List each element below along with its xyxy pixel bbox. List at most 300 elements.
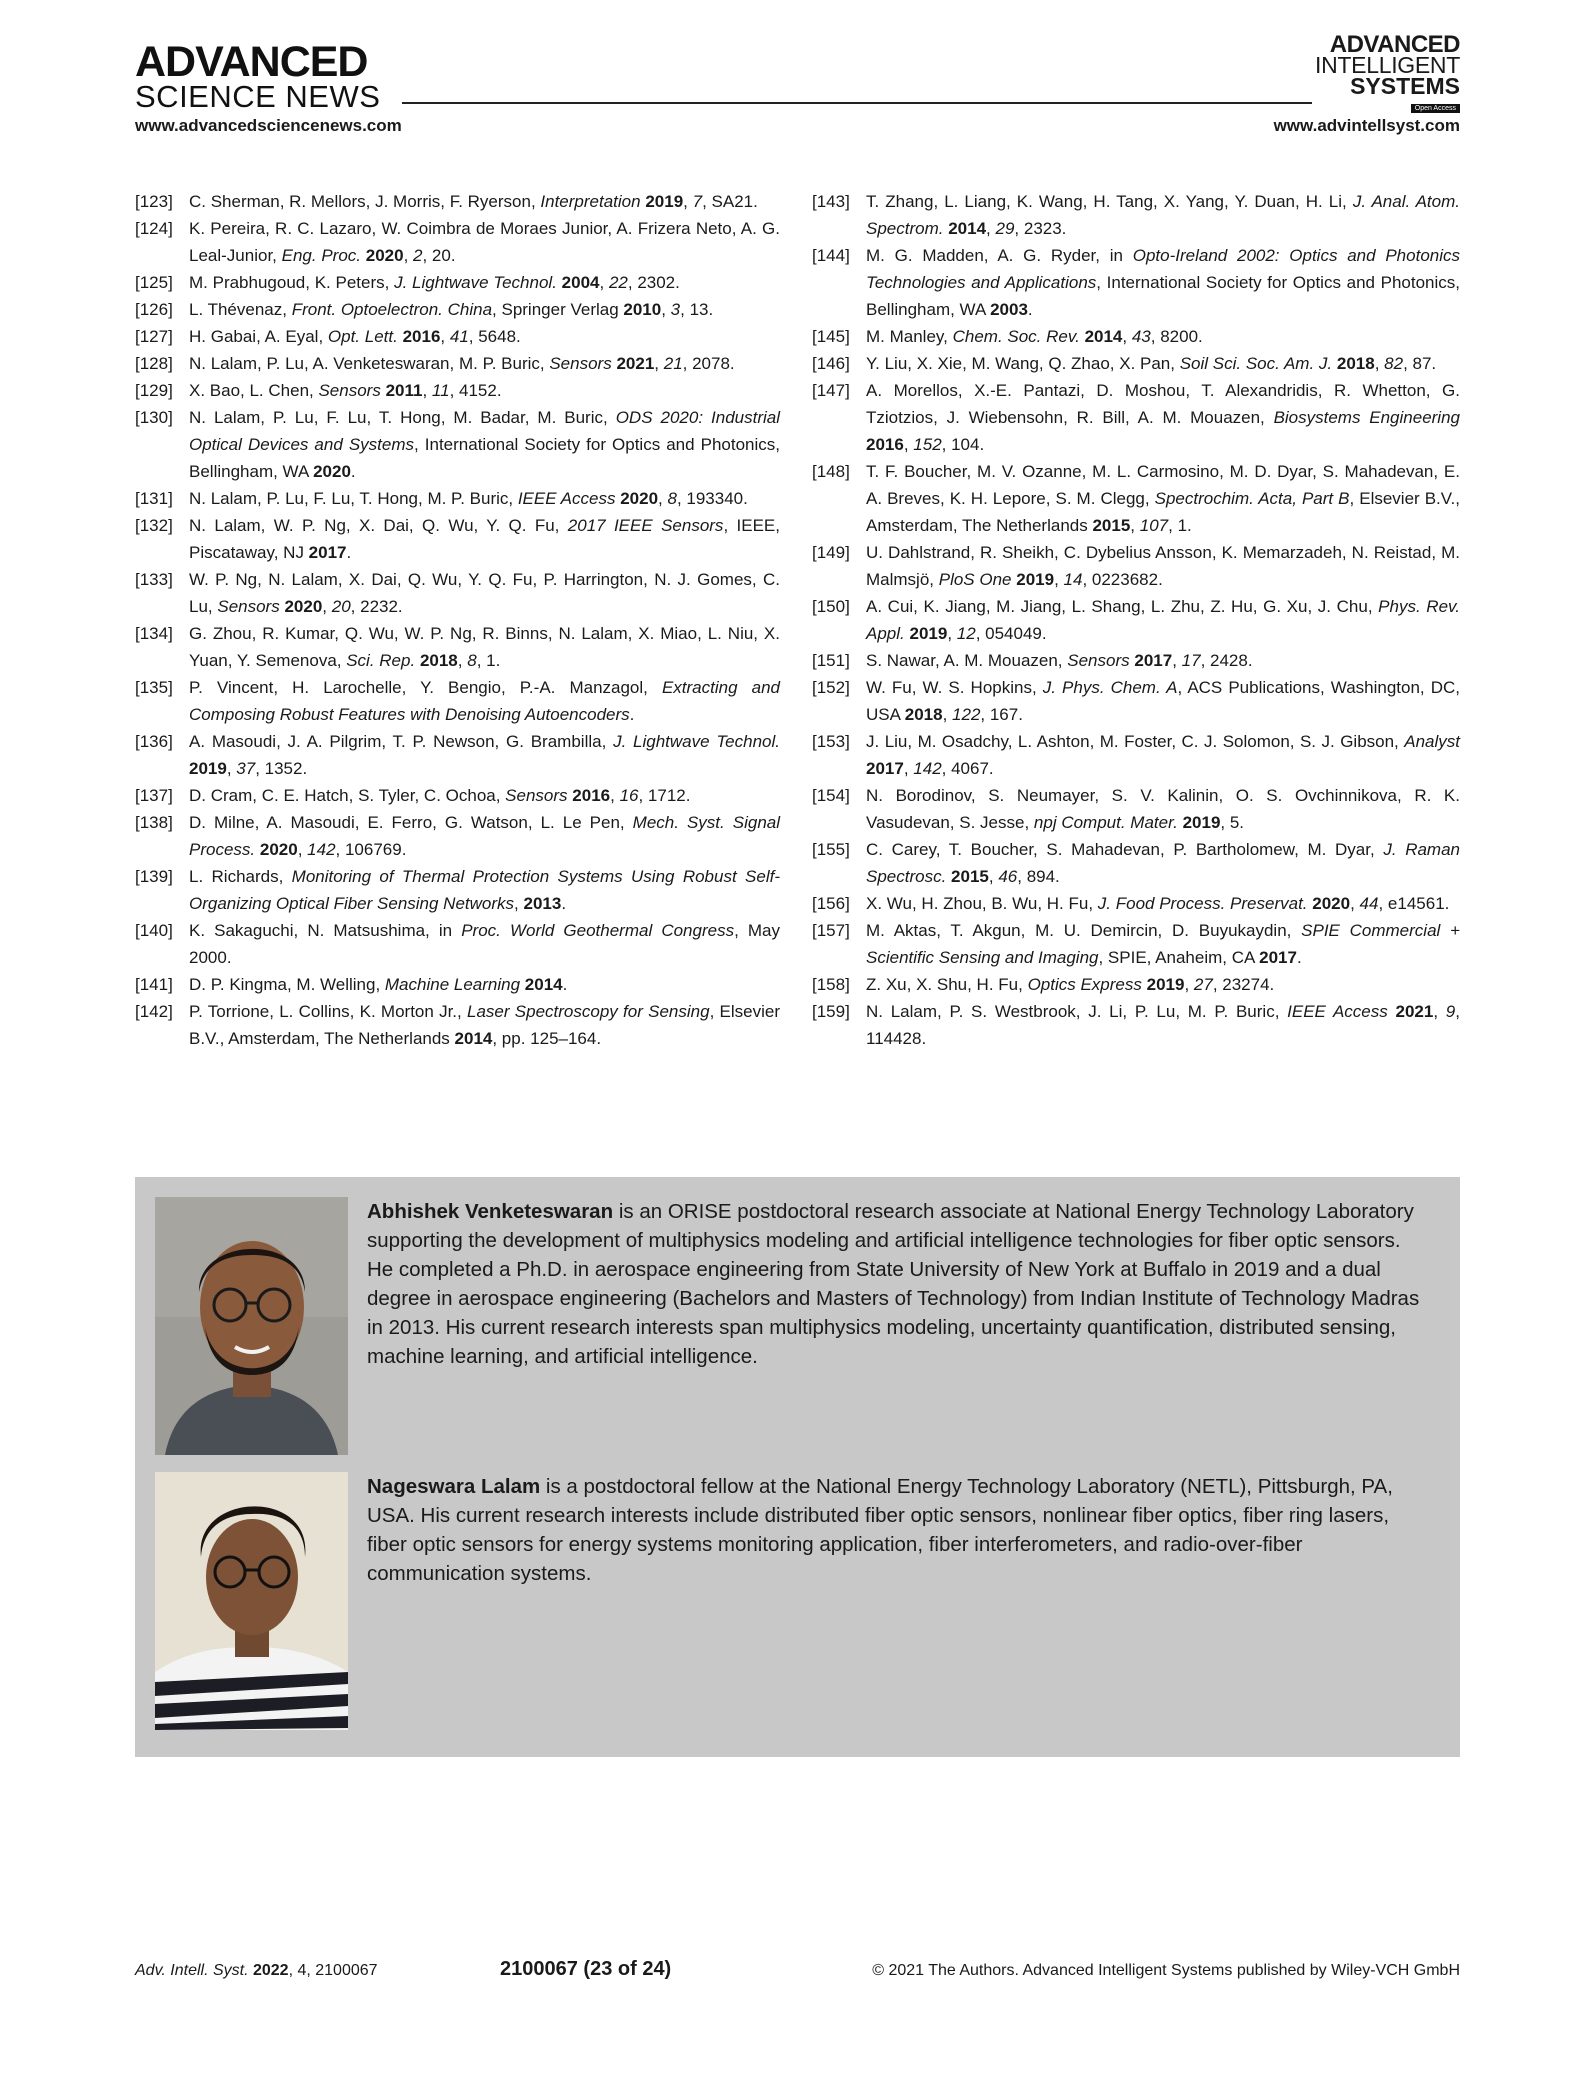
- reference-text: Chem. Soc. Rev.: [952, 327, 1080, 346]
- footer-citation: [135, 1962, 378, 1980]
- reference-text: Interpretation: [540, 192, 641, 211]
- reference-item: [812, 890, 1460, 917]
- reference-text: 14: [1063, 570, 1083, 589]
- reference-text: T. F. Boucher, M. V. Ozanne, M. L. Carmosino, M. D. Dyar, S. Mahadevan, E. A. Breves, K. H. Lepore, S. M. Clegg,: [866, 462, 1460, 508]
- reference-text: Laser Spectroscopy for Sensing: [467, 1002, 710, 1021]
- right-header-url[interactable]: www.advintellsyst.com: [1273, 116, 1460, 135]
- reference-text: ,: [658, 489, 668, 508]
- reference-text: , International Society for Optics and Photonics, Bellingham, WA: [189, 435, 780, 481]
- bio-name: Abhishek Venketeswaran: [367, 1200, 614, 1223]
- reference-number: [156]: [812, 894, 850, 913]
- reference-text: 2014: [454, 1029, 493, 1048]
- reference-text: 16: [619, 786, 639, 805]
- reference-item: [812, 728, 1460, 782]
- reference-item: [812, 998, 1460, 1052]
- reference-item: [812, 593, 1460, 647]
- reference-text: 7: [692, 192, 703, 211]
- reference-text: 37: [236, 759, 256, 778]
- reference-text: Sci. Rep.: [346, 651, 416, 670]
- reference-number: [136]: [135, 732, 173, 751]
- reference-number: [159]: [812, 1002, 850, 1021]
- reference-number: [126]: [135, 300, 173, 319]
- reference-text: 2021: [616, 354, 655, 373]
- reference-text: J. Raman Spectrosc.: [866, 840, 1460, 886]
- reference-text: ,: [1122, 327, 1132, 346]
- reference-text: ,: [422, 381, 432, 400]
- reference-number: [123]: [135, 192, 173, 211]
- reference-text: 2019: [189, 759, 227, 778]
- footer-copyright: © 2021 The Authors. Advanced Intelligent Systems published by Wiley-VCH GmbH: [872, 1962, 1460, 1979]
- reference-text: 2020: [313, 462, 351, 481]
- reference-number: [124]: [135, 219, 173, 238]
- reference-text: , e14561.: [1378, 894, 1450, 913]
- reference-text: J. Food Process. Preservat.: [1097, 894, 1308, 913]
- reference-text: U. Dahlstrand, R. Sheikh, C. Dybelius Ansson, K. Memarzadeh, N. Reistad, M. Malmsjö,: [866, 543, 1460, 589]
- reference-text: 2019: [645, 192, 684, 211]
- reference-text: .: [350, 462, 356, 481]
- reference-text: P. Vincent, H. Larochelle, Y. Bengio, P.-A. Manzagol,: [189, 678, 662, 697]
- reference-text: Biosystems Engineering: [1273, 408, 1460, 427]
- reference-text: , 4067.: [941, 759, 994, 778]
- reference-text: ,: [1433, 1002, 1446, 1021]
- reference-number: [133]: [135, 570, 173, 589]
- reference-number: [131]: [135, 489, 173, 508]
- references-left-column: [135, 188, 780, 1052]
- reference-text: Optics Express: [1027, 975, 1142, 994]
- reference-text: 2014: [948, 219, 987, 238]
- reference-text: T. Zhang, L. Liang, K. Wang, H. Tang, X. Yang, Y. Duan, H. Li,: [866, 192, 1353, 211]
- reference-number: [150]: [812, 597, 850, 616]
- reference-item: [135, 269, 780, 296]
- reference-item: [812, 539, 1460, 593]
- header-rule: [402, 102, 1312, 104]
- reference-text: A. Cui, K. Jiang, M. Jiang, L. Shang, L. Zhu, Z. Hu, G. Xu, J. Chu,: [866, 597, 1379, 616]
- author-photo-lalam: [155, 1472, 348, 1730]
- reference-item: [135, 917, 780, 971]
- reference-text: ,: [297, 840, 308, 859]
- reference-text: ,: [403, 246, 414, 265]
- reference-text: , SPIE, Anaheim, CA: [1098, 948, 1260, 967]
- reference-text: Sensors: [217, 597, 280, 616]
- reference-number: [125]: [135, 273, 173, 292]
- reference-item: [812, 647, 1460, 674]
- bio-venketeswaran: [367, 1197, 1427, 1371]
- reference-text: 43: [1131, 327, 1151, 346]
- reference-number: [140]: [135, 921, 173, 940]
- reference-text: SPIE Commercial + Scientific Sensing and Imaging: [866, 921, 1460, 967]
- reference-text: Z. Xu, X. Shu, H. Fu,: [866, 975, 1028, 994]
- reference-number: [139]: [135, 867, 173, 886]
- reference-text: Eng. Proc.: [281, 246, 361, 265]
- reference-text: 2019: [1146, 975, 1185, 994]
- reference-text: 2018: [419, 651, 458, 670]
- reference-text: 8: [467, 651, 477, 670]
- reference-item: [135, 350, 780, 377]
- bio-text: is an ORISE postdoctoral research associate at National Energy Technology Laboratory supporting the development of multiphysics modeling and artificial intelligence technologies for fiber optic sensors. He completed a Ph.D. in aerospace engineering from State University of New York at Buffalo in 2019 and a dual degree in aerospace engineering (Bachelors and Masters of Technology) from Indian Institute of Technology Madras in 2013. His current research interests span multiphysics modeling, uncertainty quantification, distributed sensing, machine learning, and artificial intelligence.: [367, 1200, 1420, 1368]
- reference-text: Soil Sci. Soc. Am. J.: [1179, 354, 1333, 373]
- reference-text: Opto-Ireland 2002: Optics and Photonics Technologies and Applications: [866, 246, 1460, 292]
- logo-line2: SCIENCE NEWS: [135, 79, 381, 114]
- reference-number: [152]: [812, 678, 850, 697]
- reference-text: 2003: [990, 300, 1028, 319]
- reference-text: , 894.: [1017, 867, 1060, 886]
- reference-item: [812, 836, 1460, 890]
- reference-number: [135]: [135, 678, 173, 697]
- reference-text: M. Prabhugoud, K. Peters,: [189, 273, 395, 292]
- reference-text: , 5648.: [468, 327, 521, 346]
- reference-text: A. Masoudi, J. A. Pilgrim, T. P. Newson, G. Brambilla,: [189, 732, 614, 751]
- reference-item: [135, 971, 780, 998]
- footer-page-number: 2100067 (23 of 24): [500, 1958, 672, 1980]
- reference-text: IEEE Access: [517, 489, 616, 508]
- reference-text: 11: [431, 381, 450, 400]
- reference-text: ,: [947, 624, 957, 643]
- reference-text: M. Manley,: [866, 327, 953, 346]
- reference-number: [145]: [812, 327, 850, 346]
- logo-right-line1: ADVANCED: [1329, 31, 1460, 58]
- reference-item: [812, 188, 1460, 242]
- reference-text: M. Aktas, T. Akgun, M. U. Demircin, D. Buyukaydin,: [866, 921, 1302, 940]
- reference-number: [158]: [812, 975, 850, 994]
- reference-text: ,: [986, 219, 996, 238]
- reference-text: N. Lalam, P. Lu, A. Venketeswaran, M. P. Buric,: [189, 354, 550, 373]
- reference-text: 2016: [402, 327, 441, 346]
- reference-text: .: [1296, 948, 1302, 967]
- reference-text: , 2232.: [350, 597, 403, 616]
- reference-text: Mech. Syst. Signal Process.: [189, 813, 781, 859]
- reference-number: [129]: [135, 381, 173, 400]
- reference-text: .: [346, 543, 352, 562]
- reference-text: D. P. Kingma, M. Welling,: [189, 975, 385, 994]
- reference-item: [812, 458, 1460, 539]
- reference-text: J. Lightwave Technol.: [394, 273, 557, 292]
- reference-item: [812, 323, 1460, 350]
- reference-text: 2017: [308, 543, 347, 562]
- reference-text: Sensors: [318, 381, 381, 400]
- reference-text: 2019: [1016, 570, 1055, 589]
- reference-text: 9: [1445, 1002, 1456, 1021]
- reference-text: 2020: [259, 840, 298, 859]
- reference-text: L. Thévenaz,: [189, 300, 292, 319]
- reference-item: [135, 863, 780, 917]
- reference-number: [134]: [135, 624, 173, 643]
- reference-item: [135, 377, 780, 404]
- reference-text: , 104.: [941, 435, 985, 454]
- reference-item: [135, 728, 780, 782]
- reference-text: 2016: [572, 786, 611, 805]
- reference-text: Proc. World Geothermal Congress: [461, 921, 735, 940]
- reference-text: .: [562, 975, 568, 994]
- reference-number: [155]: [812, 840, 850, 859]
- reference-text: .: [561, 894, 567, 913]
- bio-lalam: [367, 1472, 1427, 1588]
- reference-text: , 1.: [1168, 516, 1192, 535]
- reference-text: H. Gabai, A. Eyal,: [189, 327, 328, 346]
- reference-text: , ACS Publications, Washington, DC, USA: [866, 678, 1460, 724]
- reference-text: 12: [956, 624, 976, 643]
- reference-text: , pp. 125–164.: [492, 1029, 602, 1048]
- reference-item: [812, 971, 1460, 998]
- reference-text: [1388, 1002, 1396, 1021]
- footer-volume: , 4, 2100067: [288, 1962, 378, 1979]
- reference-text: N. Borodinov, S. Neumayer, S. V. Kalinin, O. S. Ovchinnikova, R. K. Vasudevan, S. Jesse,: [866, 786, 1460, 832]
- reference-text: , 1.: [476, 651, 501, 670]
- reference-text: , 2078.: [682, 354, 735, 373]
- reference-text: , 114428.: [866, 1002, 1460, 1048]
- reference-text: IEEE Access: [1287, 1002, 1388, 1021]
- reference-text: , 87.: [1403, 354, 1437, 373]
- reference-text: K. Pereira, R. C. Lazaro, W. Coimbra de Moraes Junior, A. Frizera Neto, A. G. Leal-Junior,: [189, 219, 780, 265]
- reference-item: [812, 917, 1460, 971]
- reference-text: ,: [599, 273, 609, 292]
- reference-text: 2013: [523, 894, 562, 913]
- reference-number: [154]: [812, 786, 850, 805]
- reference-text: 2011: [385, 381, 423, 400]
- reference-text: 2017: [1134, 651, 1173, 670]
- reference-text: J. Anal. Atom. Spectrom.: [866, 192, 1460, 238]
- reference-number: [149]: [812, 543, 850, 562]
- reference-text: 142: [307, 840, 336, 859]
- reference-text: 2018: [904, 705, 943, 724]
- reference-text: 2017: [1259, 948, 1297, 967]
- reference-item: [135, 674, 780, 728]
- reference-number: [142]: [135, 1002, 173, 1021]
- reference-item: [812, 674, 1460, 728]
- reference-text: ,: [903, 759, 914, 778]
- reference-text: , 106769.: [335, 840, 407, 859]
- reference-number: [146]: [812, 354, 850, 373]
- reference-text: , 5.: [1220, 813, 1245, 832]
- reference-number: [128]: [135, 354, 173, 373]
- reference-text: ,: [1130, 516, 1140, 535]
- reference-text: N. Lalam, P. Lu, F. Lu, T. Hong, M. P. Buric,: [189, 489, 518, 508]
- reference-text: N. Lalam, W. P. Ng, X. Dai, Q. Wu, Y. Q. Fu,: [189, 516, 568, 535]
- reference-text: ,: [1054, 570, 1064, 589]
- reference-text: ,: [610, 786, 620, 805]
- reference-text: Machine Learning: [384, 975, 521, 994]
- reference-text: 2020: [365, 246, 404, 265]
- reference-number: [144]: [812, 246, 850, 265]
- reference-text: 2015: [1092, 516, 1131, 535]
- reference-text: 2004: [561, 273, 600, 292]
- reference-item: [135, 296, 780, 323]
- reference-text: W. Fu, W. S. Hopkins,: [866, 678, 1043, 697]
- reference-item: [135, 215, 780, 269]
- reference-text: S. Nawar, A. M. Mouazen,: [866, 651, 1068, 670]
- reference-text: , 2323.: [1014, 219, 1067, 238]
- reference-number: [147]: [812, 381, 850, 400]
- reference-text: , 8200.: [1150, 327, 1203, 346]
- reference-text: 2017: [866, 759, 904, 778]
- references-right-column: [812, 188, 1460, 1052]
- reference-text: C. Carey, T. Boucher, S. Mahadevan, P. Bartholomew, M. Dyar,: [866, 840, 1384, 859]
- reference-text: 2015: [951, 867, 989, 886]
- reference-text: , May 2000.: [189, 921, 780, 967]
- reference-number: [151]: [812, 651, 850, 670]
- reference-item: [135, 512, 780, 566]
- reference-text: ,: [988, 867, 999, 886]
- reference-text: D. Cram, C. E. Hatch, S. Tyler, C. Ochoa,: [189, 786, 506, 805]
- reference-text: 2010: [623, 300, 662, 319]
- reference-number: [143]: [812, 192, 850, 211]
- reference-text: , Elsevier B.V., Amsterdam, The Netherlands: [189, 1002, 780, 1048]
- reference-text: W. P. Ng, N. Lalam, X. Dai, Q. Wu, Y. Q. Fu, P. Harrington, N. J. Gomes, C. Lu,: [189, 570, 780, 616]
- reference-number: [148]: [812, 462, 850, 481]
- reference-number: [132]: [135, 516, 173, 535]
- reference-item: [135, 188, 780, 215]
- reference-text: PloS One: [938, 570, 1012, 589]
- reference-text: Spectrochim. Acta, Part B: [1154, 489, 1350, 508]
- reference-text: ,: [1184, 975, 1194, 994]
- reference-text: 2014: [1084, 327, 1123, 346]
- reference-text: , 2428.: [1200, 651, 1253, 670]
- reference-text: ,: [654, 354, 664, 373]
- reference-text: ,: [661, 300, 671, 319]
- reference-text: ,: [683, 192, 693, 211]
- reference-text: , 1352.: [255, 759, 308, 778]
- reference-text: Front. Optoelectron. China: [291, 300, 493, 319]
- reference-item: [135, 809, 780, 863]
- reference-item: [135, 404, 780, 485]
- reference-text: ,: [226, 759, 237, 778]
- advanced-science-news-logo: [135, 38, 381, 114]
- reference-text: Monitoring of Thermal Protection Systems Using Robust Self-Organizing Optical Fiber Sensing Networks: [189, 867, 780, 913]
- reference-text: 2017 IEEE Sensors: [567, 516, 724, 535]
- reference-text: 2021: [1395, 1002, 1434, 1021]
- reference-number: [138]: [135, 813, 173, 832]
- reference-text: 21: [663, 354, 683, 373]
- reference-text: L. Richards,: [189, 867, 292, 886]
- reference-text: 142: [913, 759, 942, 778]
- reference-number: [141]: [135, 975, 173, 994]
- reference-text: 20: [331, 597, 351, 616]
- reference-item: [812, 377, 1460, 458]
- reference-text: , 0223682.: [1082, 570, 1163, 589]
- reference-text: X. Wu, H. Zhou, B. Wu, H. Fu,: [866, 894, 1098, 913]
- reference-text: N. Lalam, P. S. Westbrook, J. Li, P. Lu, M. P. Buric,: [866, 1002, 1288, 1021]
- reference-text: , 054049.: [975, 624, 1047, 643]
- reference-text: A. Morellos, X.-E. Pantazi, D. Moshou, T. Alexandridis, R. Whetton, G. Tziotzios, J. Wiebensohn, R. Bill, A. M. Mouazen,: [866, 381, 1460, 427]
- reference-text: , 23274.: [1212, 975, 1275, 994]
- advanced-intelligent-systems-logo: [1315, 31, 1460, 115]
- reference-text: K. Sakaguchi, N. Matsushima, in: [189, 921, 462, 940]
- reference-text: 2020: [284, 597, 323, 616]
- reference-text: , 4152.: [449, 381, 502, 400]
- reference-text: 8: [667, 489, 677, 508]
- reference-text: J. Lightwave Technol.: [613, 732, 780, 751]
- reference-text: , 1712.: [638, 786, 691, 805]
- reference-item: [135, 782, 780, 809]
- reference-text: Extracting and Composing Robust Features with Denoising Autoencoders: [189, 678, 780, 724]
- reference-item: [135, 485, 780, 512]
- reference-text: Phys. Rev. Appl.: [866, 597, 1460, 643]
- open-access-badge: Open Access: [1411, 104, 1460, 113]
- reference-text: , 193340.: [676, 489, 748, 508]
- reference-text: 2016: [866, 435, 904, 454]
- reference-item: [812, 350, 1460, 377]
- reference-text: 107: [1139, 516, 1169, 535]
- reference-text: J. Phys. Chem. A: [1042, 678, 1178, 697]
- reference-text: , IEEE, Piscataway, NJ: [189, 516, 780, 562]
- logo-right-line3: SYSTEMS: [1350, 73, 1460, 99]
- reference-text: ,: [903, 435, 914, 454]
- reference-item: [812, 242, 1460, 323]
- reference-text: ,: [440, 327, 450, 346]
- reference-text: ,: [514, 894, 524, 913]
- reference-text: , SA21.: [702, 192, 758, 211]
- reference-text: , 167.: [980, 705, 1023, 724]
- reference-text: .: [1027, 300, 1033, 319]
- reference-text: ,: [1172, 651, 1182, 670]
- reference-text: 2019: [909, 624, 948, 643]
- reference-text: 29: [995, 219, 1015, 238]
- reference-text: N. Lalam, P. Lu, F. Lu, T. Hong, M. Badar, M. Buric,: [189, 408, 616, 427]
- bio-text: is a postdoctoral fellow at the National Energy Technology Laboratory (NETL), Pittsburgh, PA, USA. His current research interests include distributed fiber optic sensors, nonlinear fiber optics, fiber ring lasers, fiber optic sensors for energy systems monitoring application, fiber interferometers, and radio-over-fiber communication systems.: [367, 1475, 1393, 1585]
- reference-text: ,: [1374, 354, 1385, 373]
- reference-text: ,: [457, 651, 468, 670]
- footer-year: 2022: [252, 1962, 289, 1979]
- reference-text: M. G. Madden, A. G. Ryder, in: [866, 246, 1133, 265]
- reference-text: , 13.: [680, 300, 714, 319]
- reference-number: [130]: [135, 408, 173, 427]
- reference-text: Analyst: [1404, 732, 1460, 751]
- reference-text: 2019: [1182, 813, 1221, 832]
- reference-text: ODS 2020: Industrial Optical Devices and Systems: [189, 408, 780, 454]
- reference-text: P. Torrione, L. Collins, K. Morton Jr.,: [189, 1002, 468, 1021]
- reference-text: , 20.: [422, 246, 456, 265]
- logo-right-line2: INTELLIGENT: [1315, 52, 1460, 78]
- logo-line1: ADVANCED: [135, 38, 368, 86]
- reference-text: ,: [322, 597, 332, 616]
- reference-text: , Springer Verlag: [492, 300, 624, 319]
- reference-item: [135, 998, 780, 1052]
- reference-text: 41: [449, 327, 469, 346]
- reference-text: 2: [413, 246, 423, 265]
- reference-text: 2020: [1312, 894, 1351, 913]
- reference-text: Sensors: [505, 786, 568, 805]
- reference-text: , 2302.: [627, 273, 680, 292]
- reference-text: 22: [608, 273, 628, 292]
- reference-text: Opt. Lett.: [327, 327, 398, 346]
- reference-item: [812, 782, 1460, 836]
- reference-text: 122: [952, 705, 981, 724]
- reference-item: [135, 620, 780, 674]
- reference-text: Sensors: [549, 354, 612, 373]
- reference-text: 2020: [620, 489, 659, 508]
- reference-text: 46: [998, 867, 1018, 886]
- reference-text: 44: [1359, 894, 1379, 913]
- reference-text: 27: [1193, 975, 1213, 994]
- reference-text: ,: [1350, 894, 1360, 913]
- reference-text: G. Zhou, R. Kumar, Q. Wu, W. P. Ng, R. Binns, N. Lalam, X. Miao, L. Niu, X. Yuan, Y. Semenova,: [189, 624, 780, 670]
- reference-text: npj Comput. Mater.: [1033, 813, 1178, 832]
- reference-number: [127]: [135, 327, 173, 346]
- reference-text: 17: [1181, 651, 1201, 670]
- reference-number: [137]: [135, 786, 173, 805]
- reference-text: 2014: [524, 975, 563, 994]
- reference-text: , Elsevier B.V., Amsterdam, The Netherlands: [866, 489, 1461, 535]
- left-header-url[interactable]: www.advancedsciencenews.com: [135, 116, 402, 135]
- reference-text: ,: [942, 705, 953, 724]
- reference-text: 152: [913, 435, 942, 454]
- author-photo-venketeswaran: [155, 1197, 348, 1455]
- reference-text: Y. Liu, X. Xie, M. Wang, Q. Zhao, X. Pan,: [866, 354, 1180, 373]
- footer-journal: Adv. Intell. Syst.: [135, 1962, 249, 1979]
- reference-text: Sensors: [1067, 651, 1130, 670]
- reference-text: 82: [1384, 354, 1404, 373]
- reference-text: 3: [670, 300, 681, 319]
- reference-text: 2018: [1336, 354, 1375, 373]
